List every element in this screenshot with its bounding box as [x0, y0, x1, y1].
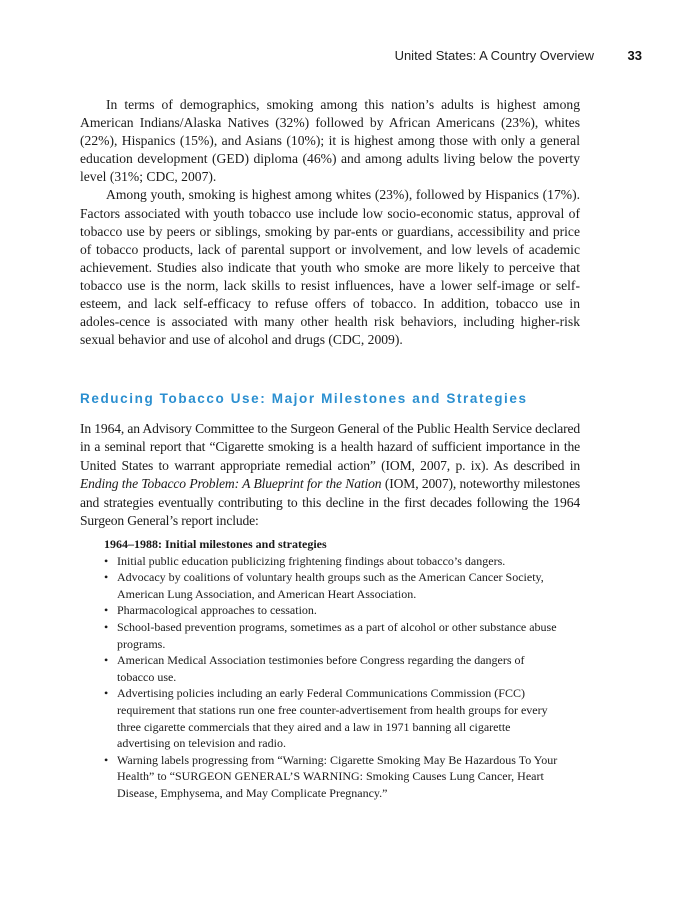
list-item: [104, 619, 564, 652]
bullet-icon: •: [104, 603, 109, 618]
milestones-list: [104, 553, 564, 802]
list-item-text: Advocacy by coalitions of voluntary health groups such as the American Cancer Society, American Lung Association, and American Heart Association.: [117, 570, 544, 601]
paragraph-demographics: In terms of demographics, smoking among this nation’s adults is highest among American Indians/Alaska Natives (32%) followed by African Americans (23%), whites (22%), Hispanics (15%), and Asians (10%); it is highest among those with only a general education development (GED) diploma (46%) and among adults living below the poverty level (31%; CDC, 2007).: [80, 97, 580, 185]
list-item: [104, 569, 564, 602]
bullet-icon: •: [104, 752, 109, 767]
bullet-icon: •: [104, 619, 109, 634]
list-item: [104, 602, 564, 619]
intro-text-start: In 1964, an Advisory Committee to the Surgeon General of the Public Health Service declared in a seminal report that “Cigarette smoking is a health hazard of sufficient importance in the United States to warrant appropriate remedial action” (IOM, 2007, p. ix). As described in: [80, 421, 580, 473]
bullet-icon: •: [104, 570, 109, 585]
list-item-text: Initial public education publicizing frightening findings about tobacco’s dangers.: [117, 553, 506, 568]
bullet-icon: •: [104, 553, 109, 568]
milestones-box: [104, 536, 564, 802]
list-item: [104, 652, 564, 685]
page-header: [80, 48, 642, 66]
list-item: [104, 553, 564, 570]
list-item-text: American Medical Association testimonies before Congress regarding the dangers of tobacco use.: [117, 653, 525, 684]
list-item: [104, 752, 564, 802]
intro-text-end: (IOM, 2007), noteworthy milestones and strategies eventually contributing to this decline in the first decades following the 1964 Surgeon General’s report include:: [80, 476, 580, 529]
list-item-text: Warning labels progressing from “Warning: Cigarette Smoking May Be Hazardous To Your Health” to “SURGEON GENERAL’S WARNING: Smoking Causes Lung Cancer, Heart Disease, Emphysema, and May Complicate Pregnancy.”: [117, 752, 558, 800]
page-number: 33: [627, 48, 642, 63]
list-item-text: Advertising policies including an early Federal Communications Commission (FCC) requirement that stations run one free counter-advertisement from health groups for every three cigarette commercials that they aired and a law in 1971 banning all cigarette advertising on television and radio.: [117, 686, 548, 751]
bullet-icon: •: [104, 686, 109, 701]
list-item: [104, 685, 564, 751]
list-item-text: Pharmacological approaches to cessation.: [117, 603, 317, 618]
body-text: [80, 96, 580, 349]
list-item-text: School-based prevention programs, sometimes as a part of alcohol or other substance abuse programs.: [117, 619, 557, 651]
bullet-icon: •: [104, 653, 109, 668]
section-heading: Reducing Tobacco Use: Major Milestones and Strategies: [80, 391, 528, 406]
milestones-title: 1964–1988: Initial milestones and strategies: [104, 537, 327, 551]
section-intro: [80, 420, 580, 530]
paragraph-youth: Among youth, smoking is highest among whites (23%), followed by Hispanics (17%). Factors associated with youth tobacco use include low socio-economic status, approval of tobacco use by peers or siblings, smoking by par-ents or guardians, accessibility and price of tobacco products, lack of parental support or involvement, and low levels of academic achievement. Studies also indicate that youth who smoke are more likely to perceive that tobacco use is the norm, lack skills to resist influences, have a lower self-image or self-esteem, and lack self-efficacy to refuse offers of tobacco. In addition, tobacco use in adoles-cence is associated with many other health risk behaviors, including higher-risk sexual behavior and use of alcohol and drugs (CDC, 2009).: [80, 187, 580, 348]
book-title: Ending the Tobacco Problem: A Blueprint for the Nation: [80, 476, 382, 492]
running-title: United States: A Country Overview: [394, 48, 594, 63]
